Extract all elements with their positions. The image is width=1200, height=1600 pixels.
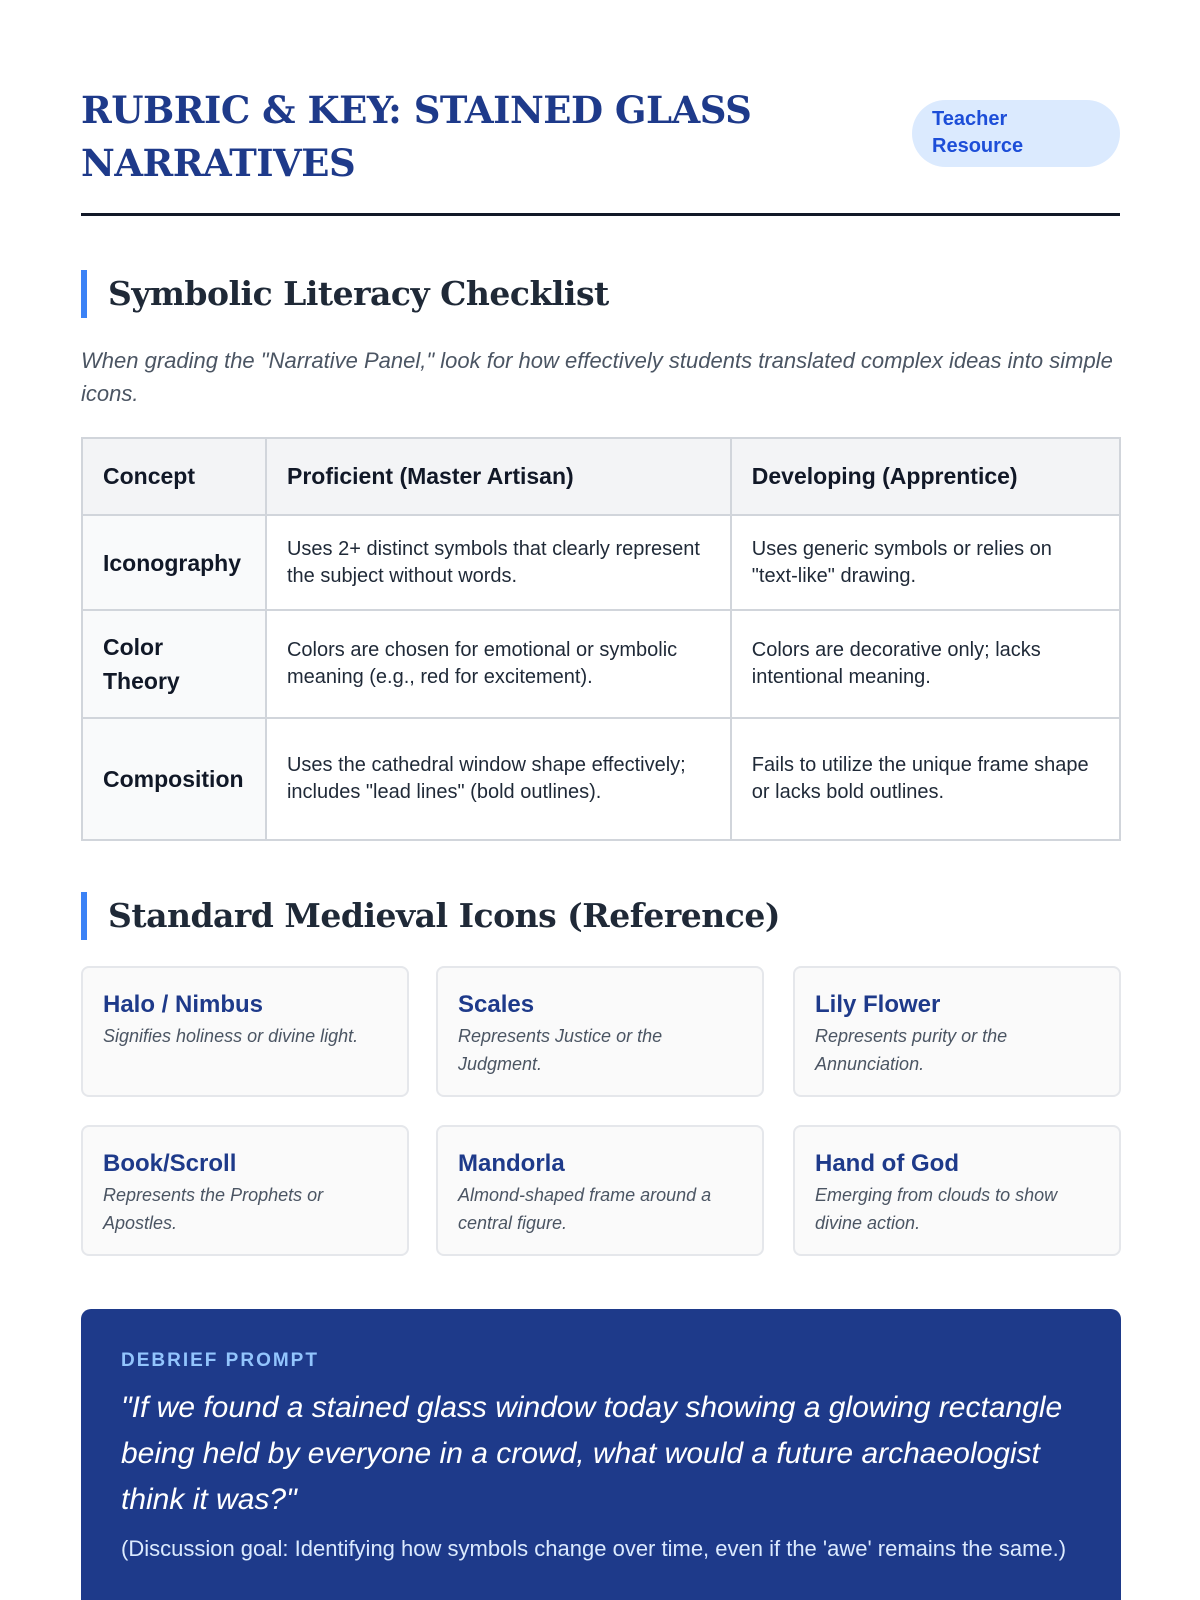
proficient-cell: Uses 2+ distinct symbols that clearly represent the subject without words.: [266, 515, 731, 610]
concept-cell: Iconography: [82, 515, 266, 610]
icon-card-desc: Signifies holiness or divine light.: [103, 1026, 359, 1046]
icon-card-title: Mandorla: [458, 1150, 565, 1177]
icon-card-desc: Emerging from clouds to show divine action.: [815, 1185, 1058, 1233]
checklist-heading: Symbolic Literacy Checklist: [81, 270, 609, 318]
icon-card-title: Scales: [458, 991, 535, 1018]
checklist-intro: When grading the "Narrative Panel," look for how effectively students translated complex ideas into simple icons.: [81, 348, 1113, 406]
developing-cell: Fails to utilize the unique frame shape or lacks bold outlines.: [731, 718, 1120, 840]
proficient-cell: Uses the cathedral window shape effectively; includes "lead lines" (bold outlines).: [266, 718, 731, 840]
column-header-proficient: Proficient (Master Artisan): [266, 438, 731, 515]
column-header-concept: Concept: [82, 438, 266, 515]
debrief-quote: "If we found a stained glass window today showing a glowing rectangle being held by everyone in a crowd, what would a future archaeologist think it was?": [121, 1391, 1063, 1516]
icon-card-halo: [81, 966, 409, 1097]
proficient-cell: Colors are chosen for emotional or symbolic meaning (e.g., red for excitement).: [266, 610, 731, 718]
icon-card-book: [81, 1125, 409, 1256]
column-header-developing: Developing (Apprentice): [731, 438, 1120, 515]
rubric-header-row: [82, 438, 1120, 515]
icon-card-title: Hand of God: [815, 1150, 959, 1177]
table-row: [82, 718, 1120, 840]
rubric-table: [81, 437, 1121, 841]
header: [81, 84, 1120, 216]
debrief-label: DEBRIEF PROMPT: [121, 1350, 319, 1371]
page-title: RUBRIC & KEY: STAINED GLASS NARRATIVES: [81, 88, 752, 185]
icon-card-scales: [436, 966, 764, 1097]
icon-card-desc: Almond-shaped frame around a central figure.: [458, 1185, 712, 1233]
developing-cell: Uses generic symbols or relies on "text-like" drawing.: [731, 515, 1120, 610]
debrief-goal: (Discussion goal: Identifying how symbols change over time, even if the 'awe' remains the same.): [121, 1536, 1067, 1561]
table-row: [82, 610, 1120, 718]
icon-card-title: Lily Flower: [815, 991, 941, 1018]
icons-heading: Standard Medieval Icons (Reference): [81, 892, 780, 940]
developing-cell: Colors are decorative only; lacks intentional meaning.: [731, 610, 1120, 718]
debrief-panel: [81, 1309, 1121, 1600]
icon-card-title: Halo / Nimbus: [103, 991, 264, 1018]
icon-card-desc: Represents purity or the Annunciation.: [815, 1026, 1008, 1074]
icon-card-lily: [793, 966, 1121, 1097]
concept-cell: Composition: [82, 718, 266, 840]
teacher-resource-badge: Teacher Resource: [912, 100, 1120, 167]
icon-card-mandorla: [436, 1125, 764, 1256]
icon-card-desc: Represents Justice or the Judgment.: [458, 1026, 663, 1074]
icon-card-desc: Represents the Prophets or Apostles.: [103, 1185, 324, 1233]
table-row: [82, 515, 1120, 610]
icon-card-hand-of-god: [793, 1125, 1121, 1256]
icon-card-title: Book/Scroll: [103, 1150, 237, 1177]
concept-cell: Color Theory: [82, 610, 266, 718]
